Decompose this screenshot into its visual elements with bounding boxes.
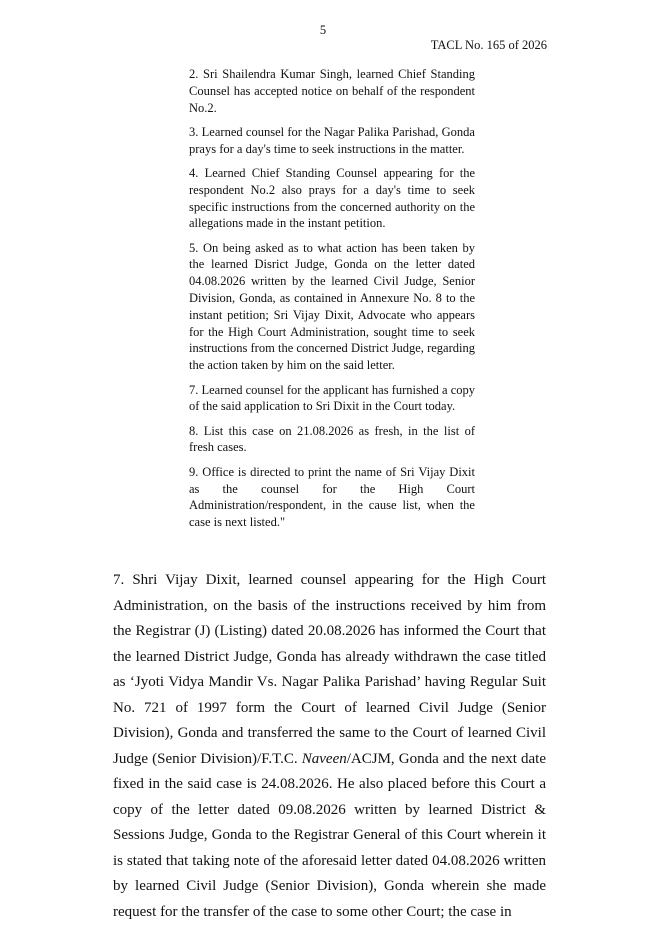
case-number: TACL No. 165 of 2026	[430, 38, 547, 52]
quoted-paragraph-2: 2. Sri Shailendra Kumar Singh, learned Chief Standing Counsel has accepted notice on behalf of the respondent No.2.	[189, 67, 475, 115]
quoted-paragraph-8: 8. List this case on 21.08.2026 as fresh, in the list of fresh cases.	[189, 423, 475, 455]
main-paragraph-text-start: 7. Shri Vijay Dixit, learned counsel appearing for the High Court Administration, on the basis of the instructions received by him from the Registrar (J) (Listing) dated 20.08.2026 has informed the Court that the learned District Judge, Gonda has already withdrawn the case titled as ‘Jyoti Vidya Mandir Vs. Nagar Palika Parishad’ having Regular Suit No. 721 of 1997 form the Court of learned Civil Judge (Senior Division), Gonda and transferred the same to the Court of learned Civil Judge (Senior Division)/F.T.C.	[113, 572, 546, 767]
quoted-paragraph-9: 9. Office is directed to print the name of Sri Vijay Dixit as the counsel for the High Court Administration/respondent, in the cause list, when the case is next listed."	[189, 464, 475, 530]
quoted-paragraph-7: 7. Learned counsel for the applicant has furnished a copy of the said application to Sri Dixit in the Court today.	[189, 382, 476, 414]
main-paragraph-7	[113, 568, 546, 925]
main-paragraph-italic-name: Naveen	[301, 750, 347, 767]
main-paragraph-text-end: /ACJM, Gonda and the next date fixed in the said case is 24.08.2026. He also placed before this Court a copy of the letter dated 09.08.2026 written by learned District & Sessions Judge, Gonda to the Registrar General of this Court wherein it is stated that taking note of the aforesaid letter dated 04.08.2026 written by learned Civil Judge (Senior Division), Gonda wherein she made request for the transfer of the case to some other Court; the case in	[113, 750, 546, 920]
quoted-paragraph-5: 5. On being asked as to what action has been taken by the learned Disrict Judge, Gonda on the letter dated 04.08.2026 written by the learned Civil Judge, Senior Division, Gonda, as contained in Annexure No. 8 to the instant petition; Sri Vijay Dixit, Advocate who appears for the High Court Administration, sought time to seek instructions from the concerned District Judge, regarding the action taken by him on the said letter.	[189, 240, 475, 373]
quoted-paragraph-4: 4. Learned Chief Standing Counsel appearing for the respondent No.2 also prays for a day's time to seek specific instructions from the concerned authority on the allegations made in the instant petition.	[189, 165, 475, 231]
quoted-order-block	[189, 66, 475, 531]
page-number: 5	[319, 23, 327, 37]
quoted-paragraph-3: 3. Learned counsel for the Nagar Palika Parishad, Gonda prays for a day's time to seek instructions in the matter.	[189, 124, 475, 156]
